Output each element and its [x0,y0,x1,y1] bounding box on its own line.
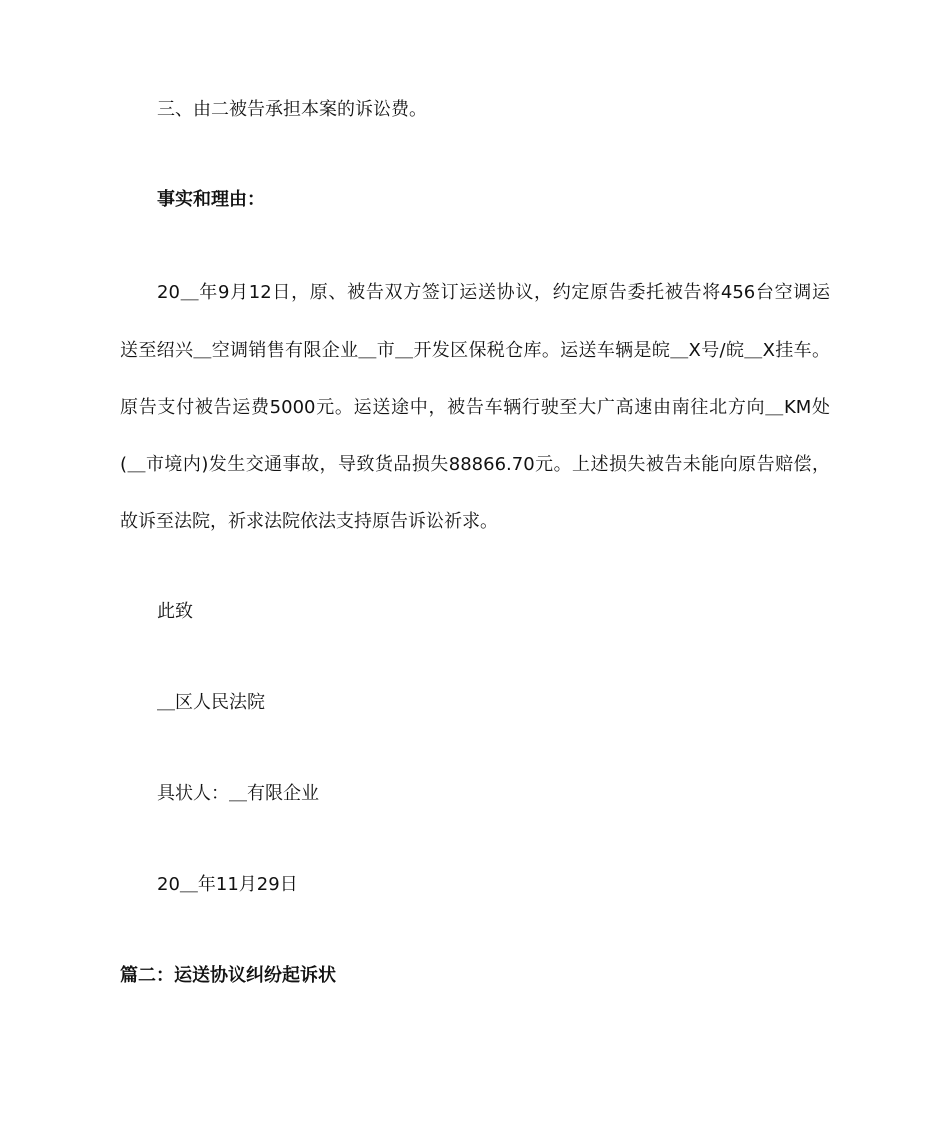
section-title: 篇二：运送协议纠纷起诉状 [120,965,336,986]
body-line-2: 送至绍兴＿空调销售有限企业＿市＿开发区保税仓库。运送车辆是皖＿X号/皖＿X挂车。 [120,340,830,361]
litigation-cost-clause: 三、由二被告承担本案的诉讼费。 [157,99,427,120]
facts-heading: 事实和理由： [157,189,265,210]
body-line-1: 20＿年9月12日，原、被告双方签订运送协议，约定原告委托被告将456台空调运 [157,282,830,303]
body-line-3: 原告支付被告运费5000元。运送途中，被告车辆行驶至大广高速由南往北方向＿KM处 [120,397,830,418]
plaintiff-signature: 具状人：＿有限企业 [157,783,319,804]
body-line-5: 故诉至法院，祈求法院依法支持原告诉讼祈求。 [120,511,498,532]
court-name: ＿区人民法院 [157,692,265,713]
salutation: 此致 [157,601,193,622]
body-line-4: (＿市境内)发生交通事故，导致货品损失88866.70元。上述损失被告未能向原告赔偿， [120,454,830,475]
filing-date: 20＿年11月29日 [157,874,298,895]
